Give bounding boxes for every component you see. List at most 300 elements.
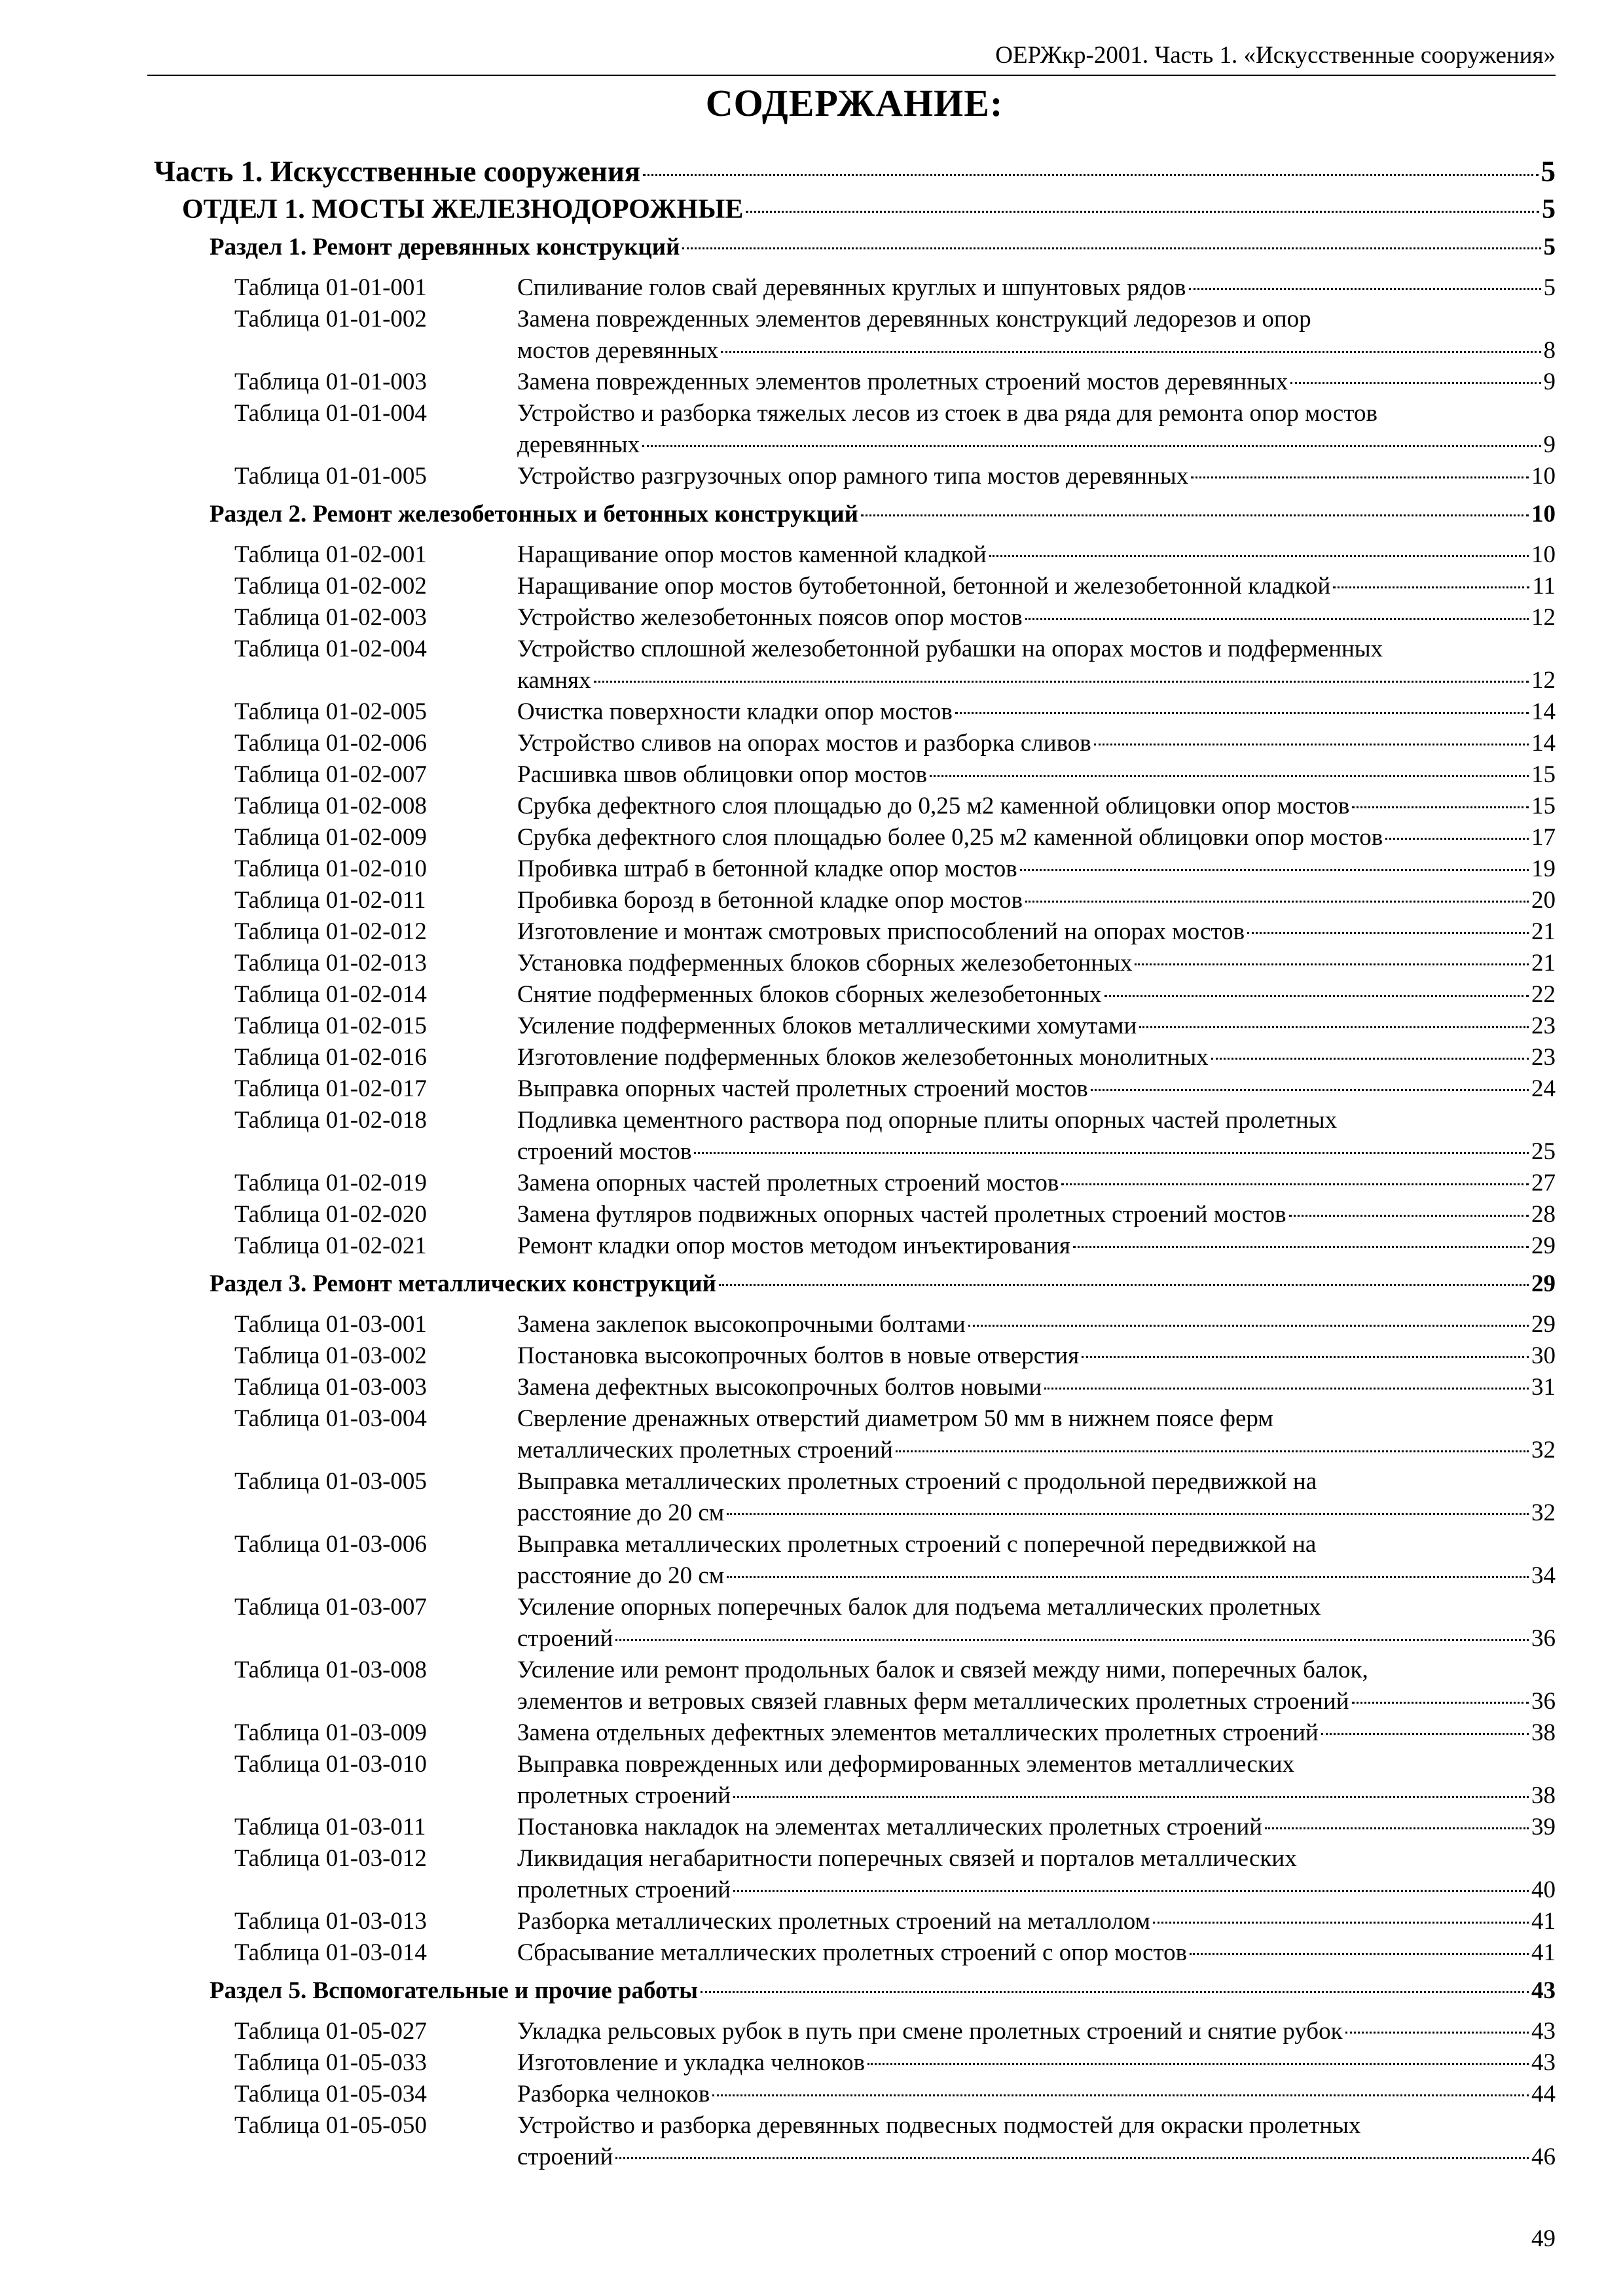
toc-table-title bbox=[517, 1749, 1556, 1812]
toc-table-page: 9 bbox=[1543, 431, 1556, 458]
toc-table-title bbox=[517, 367, 1556, 398]
toc-table-title-text: Укладка рельсовых рубок в путь при смене пролетных строений и снятие рубок bbox=[517, 2018, 1343, 2045]
toc-table-entry[interactable] bbox=[0, 1011, 1556, 1042]
toc-table-code: Таблица 01-03-007 bbox=[234, 1594, 427, 1621]
toc-table-code: Таблица 01-02-018 bbox=[234, 1107, 427, 1134]
dot-leader bbox=[1020, 869, 1529, 871]
toc-section-entry[interactable] bbox=[210, 500, 1556, 539]
dot-leader bbox=[1191, 476, 1529, 478]
toc-table-title-line: Устройство и разборка деревянных подвесных подмостей для окраски пролетных bbox=[517, 2112, 1361, 2139]
toc-section-entry[interactable] bbox=[210, 233, 1556, 272]
toc-table-entry[interactable] bbox=[0, 1105, 1556, 1168]
toc-table-entry[interactable] bbox=[0, 696, 1556, 728]
toc-table-code: Таблица 01-02-010 bbox=[234, 855, 427, 882]
toc-table-page: 32 bbox=[1531, 1437, 1556, 1463]
dot-leader bbox=[896, 1450, 1529, 1452]
toc-table-title-text: Изготовление и монтаж смотровых приспособлений на опорах мостов bbox=[517, 918, 1245, 945]
toc-table-title-text: камнях bbox=[517, 667, 591, 694]
dot-leader bbox=[682, 247, 1541, 249]
toc-table-code: Таблица 01-01-005 bbox=[234, 463, 427, 490]
toc-table-page: 15 bbox=[1531, 761, 1556, 788]
toc-table-entry[interactable] bbox=[0, 1906, 1556, 1937]
toc-table-title-text: Замена опорных частей пролетных строений мостов bbox=[517, 1170, 1059, 1196]
toc-table-title-last-line bbox=[517, 1560, 1556, 1592]
toc-table-code: Таблица 01-02-020 bbox=[234, 1201, 427, 1228]
toc-section-page: 43 bbox=[1531, 1977, 1556, 2004]
toc-table-title-line: Устройство сплошной железобетонной рубашки на опорах мостов и подферменных bbox=[517, 636, 1383, 662]
toc-table-title-text: расстояние до 20 см bbox=[517, 1499, 725, 1526]
toc-table-title-last-line bbox=[517, 1136, 1556, 1168]
toc-table-title bbox=[517, 728, 1556, 759]
toc-table-title-line: Ликвидация негабаритности поперечных связей и порталов металлических bbox=[517, 1845, 1297, 1872]
toc-table-entry[interactable] bbox=[0, 1403, 1556, 1466]
toc-table-entry[interactable] bbox=[0, 539, 1556, 571]
toc-table-title-last-line bbox=[517, 571, 1556, 602]
toc-table-page: 10 bbox=[1531, 463, 1556, 490]
page-number: 49 bbox=[1531, 2225, 1556, 2252]
toc-table-page: 29 bbox=[1531, 1232, 1556, 1259]
dot-leader bbox=[594, 681, 1529, 683]
toc-table-entry[interactable] bbox=[0, 602, 1556, 634]
toc-table-entry[interactable] bbox=[0, 1592, 1556, 1655]
toc-table-title-last-line bbox=[517, 822, 1556, 853]
toc-table-title-text: Срубка дефектного слоя площадью более 0,25 м2 каменной облицовки опор мостов bbox=[517, 824, 1383, 851]
toc-table-title-last-line bbox=[517, 335, 1556, 367]
toc-table-title-text: расстояние до 20 см bbox=[517, 1562, 725, 1589]
dot-leader bbox=[867, 2063, 1529, 2065]
toc-table-title-text: Устройство железобетонных поясов опор мостов bbox=[517, 604, 1023, 631]
dot-leader bbox=[1190, 1953, 1529, 1955]
toc-table-code: Таблица 01-02-019 bbox=[234, 1170, 427, 1196]
toc-table-code: Таблица 01-01-001 bbox=[234, 274, 427, 301]
toc-table-title bbox=[517, 1309, 1556, 1340]
toc-table-page: 22 bbox=[1531, 981, 1556, 1008]
toc-table-title-last-line bbox=[517, 948, 1556, 979]
toc-table-title-text: пролетных строений bbox=[517, 1876, 731, 1903]
dot-leader bbox=[1061, 1183, 1529, 1185]
toc-table-page: 38 bbox=[1531, 1782, 1556, 1809]
toc-table-title bbox=[517, 1403, 1556, 1466]
toc-table-title-text: Наращивание опор мостов каменной кладкой bbox=[517, 541, 987, 568]
toc-table-title-last-line bbox=[517, 885, 1556, 916]
toc-table-title bbox=[517, 1466, 1556, 1529]
toc-table-code: Таблица 01-01-002 bbox=[234, 306, 427, 332]
toc-table-title-last-line bbox=[517, 979, 1556, 1011]
dot-leader bbox=[1321, 1733, 1529, 1735]
toc-section-label: Раздел 2. Ремонт железобетонных и бетонных конструкций bbox=[210, 501, 858, 528]
toc-table-page: 36 bbox=[1531, 1688, 1556, 1715]
dot-leader bbox=[701, 1991, 1529, 1993]
toc-table-code: Таблица 01-03-006 bbox=[234, 1531, 427, 1558]
toc-table-entry[interactable] bbox=[0, 1073, 1556, 1105]
toc-department-label: ОТДЕЛ 1. МОСТЫ ЖЕЛЕЗНОДОРОЖНЫЕ bbox=[182, 194, 744, 224]
dot-leader bbox=[727, 1513, 1529, 1515]
running-header: ОЕРЖкр-2001. Часть 1. «Искусственные сооружения» bbox=[147, 41, 1556, 76]
toc-table-page: 28 bbox=[1531, 1201, 1556, 1228]
toc-table-title-line: Выправка металлических пролетных строений с продольной передвижкой на bbox=[517, 1468, 1317, 1495]
toc-table-page: 5 bbox=[1543, 274, 1556, 301]
toc-table-page: 38 bbox=[1531, 1719, 1556, 1746]
toc-table-code: Таблица 01-02-004 bbox=[234, 636, 427, 662]
toc-table-title-last-line bbox=[517, 539, 1556, 571]
toc-table-entry[interactable] bbox=[0, 2016, 1556, 2047]
toc-table-title-text: элементов и ветровых связей главных ферм металлических пролетных строений bbox=[517, 1688, 1349, 1715]
toc-table-title-text: мостов деревянных bbox=[517, 337, 719, 364]
toc-table-title-last-line bbox=[517, 461, 1556, 492]
toc-table-title bbox=[517, 602, 1556, 634]
toc-table-title-last-line bbox=[517, 602, 1556, 634]
dot-leader bbox=[1044, 1388, 1529, 1390]
toc-table-entry[interactable] bbox=[0, 791, 1556, 822]
toc-section-label: Раздел 5. Вспомогательные и прочие работы bbox=[210, 1977, 699, 2004]
toc-table-code: Таблица 01-01-004 bbox=[234, 400, 427, 427]
toc-table-code: Таблица 01-02-012 bbox=[234, 918, 427, 945]
toc-table-title-last-line bbox=[517, 1011, 1556, 1042]
toc-table-title-text: строений мостов bbox=[517, 1138, 692, 1165]
toc-table-title-text: Установка подферменных блоков сборных железобетонных bbox=[517, 950, 1133, 977]
dot-leader bbox=[955, 712, 1529, 714]
toc-table-code: Таблица 01-02-003 bbox=[234, 604, 427, 631]
dot-leader bbox=[930, 775, 1529, 777]
toc-table-code: Таблица 01-03-010 bbox=[234, 1751, 427, 1778]
toc-table-title-text: Выправка опорных частей пролетных строений мостов bbox=[517, 1075, 1088, 1102]
toc-table-page: 39 bbox=[1531, 1814, 1556, 1840]
toc-table-code: Таблица 01-02-009 bbox=[234, 824, 427, 851]
toc-table-title-last-line bbox=[517, 1435, 1556, 1466]
table-of-contents bbox=[0, 154, 1623, 2181]
toc-table-title-last-line bbox=[517, 791, 1556, 822]
toc-table-title-last-line bbox=[517, 853, 1556, 885]
toc-section-entry[interactable] bbox=[210, 1977, 1556, 2016]
toc-table-title-last-line bbox=[517, 1042, 1556, 1073]
toc-table-entry[interactable] bbox=[0, 2079, 1556, 2110]
dot-leader bbox=[1345, 2032, 1529, 2034]
toc-table-entry[interactable] bbox=[0, 1042, 1556, 1073]
toc-table-entry[interactable] bbox=[0, 1230, 1556, 1262]
toc-table-title-last-line bbox=[517, 1073, 1556, 1105]
toc-table-title bbox=[517, 1717, 1556, 1749]
toc-table-code: Таблица 01-02-017 bbox=[234, 1075, 427, 1102]
dot-leader bbox=[615, 1639, 1529, 1641]
toc-table-entry[interactable] bbox=[0, 1717, 1556, 1749]
dot-leader bbox=[1025, 618, 1529, 620]
toc-table-title-line: Усиление опорных поперечных балок для подъема металлических пролетных bbox=[517, 1594, 1321, 1621]
toc-table-page: 43 bbox=[1531, 2018, 1556, 2045]
toc-table-entry[interactable] bbox=[0, 1937, 1556, 1969]
toc-table-page: 40 bbox=[1531, 1876, 1556, 1903]
toc-table-code: Таблица 01-05-050 bbox=[234, 2112, 427, 2139]
toc-table-title bbox=[517, 853, 1556, 885]
toc-table-entry[interactable] bbox=[0, 979, 1556, 1011]
dot-leader bbox=[1385, 838, 1529, 840]
toc-table-title bbox=[517, 2047, 1556, 2079]
toc-table-page: 10 bbox=[1531, 541, 1556, 568]
toc-table-code: Таблица 01-03-009 bbox=[234, 1719, 427, 1746]
toc-table-title-last-line bbox=[517, 1372, 1556, 1403]
toc-table-title-text: Постановка накладок на элементах металлических пролетных строений bbox=[517, 1814, 1263, 1840]
toc-table-code: Таблица 01-03-014 bbox=[234, 1939, 427, 1966]
toc-table-title bbox=[517, 461, 1556, 492]
toc-section-label: Раздел 1. Ремонт деревянных конструкций bbox=[210, 234, 680, 260]
toc-table-title-text: строений bbox=[517, 1625, 613, 1652]
toc-table-title-text: металлических пролетных строений bbox=[517, 1437, 893, 1463]
dot-leader bbox=[1265, 1827, 1529, 1829]
toc-table-title-text: Устройство сливов на опорах мостов и разборка сливов bbox=[517, 730, 1091, 757]
toc-table-title-last-line bbox=[517, 728, 1556, 759]
toc-table-code: Таблица 01-02-007 bbox=[234, 761, 427, 788]
toc-table-title-last-line bbox=[517, 1230, 1556, 1262]
toc-table-title-text: деревянных bbox=[517, 431, 640, 458]
toc-table-entry[interactable] bbox=[0, 885, 1556, 916]
toc-table-entry[interactable] bbox=[0, 759, 1556, 791]
toc-table-title bbox=[517, 916, 1556, 948]
toc-part-entry[interactable] bbox=[154, 154, 1556, 194]
toc-table-code: Таблица 01-02-006 bbox=[234, 730, 427, 757]
toc-table-entry[interactable] bbox=[0, 1655, 1556, 1717]
dot-leader bbox=[1290, 382, 1541, 384]
toc-table-code: Таблица 01-02-001 bbox=[234, 541, 427, 568]
toc-table-entry[interactable] bbox=[0, 1168, 1556, 1199]
dot-leader bbox=[1333, 586, 1529, 588]
toc-table-code: Таблица 01-05-027 bbox=[234, 2018, 427, 2045]
toc-table-page: 29 bbox=[1531, 1311, 1556, 1338]
toc-table-page: 31 bbox=[1531, 1374, 1556, 1401]
toc-table-title bbox=[517, 791, 1556, 822]
toc-table-entry[interactable] bbox=[0, 304, 1556, 367]
toc-table-page: 44 bbox=[1531, 2081, 1556, 2108]
toc-table-entry[interactable] bbox=[0, 1199, 1556, 1230]
toc-table-page: 25 bbox=[1531, 1138, 1556, 1165]
toc-table-title-last-line bbox=[517, 2142, 1556, 2173]
toc-table-page: 21 bbox=[1531, 918, 1556, 945]
toc-table-code: Таблица 01-03-005 bbox=[234, 1468, 427, 1495]
dot-leader bbox=[643, 174, 1538, 176]
toc-table-page: 27 bbox=[1531, 1170, 1556, 1196]
toc-table-title-text: Замена отдельных дефектных элементов металлических пролетных строений bbox=[517, 1719, 1319, 1746]
toc-table-title-last-line bbox=[517, 916, 1556, 948]
toc-table-title-text: Ремонт кладки опор мостов методом инъектирования bbox=[517, 1232, 1070, 1259]
dot-leader bbox=[1247, 932, 1529, 934]
toc-table-title bbox=[517, 634, 1556, 696]
toc-table-title bbox=[517, 2110, 1556, 2173]
toc-table-title-last-line bbox=[517, 696, 1556, 728]
toc-table-title bbox=[517, 1230, 1556, 1262]
toc-table-title-last-line bbox=[517, 1168, 1556, 1199]
toc-table-code: Таблица 01-02-002 bbox=[234, 573, 427, 600]
toc-table-title-text: Снятие подферменных блоков сборных железобетонных bbox=[517, 981, 1102, 1008]
section-spacer bbox=[0, 2173, 1623, 2181]
toc-table-entry[interactable] bbox=[0, 634, 1556, 696]
toc-table-title-text: Разборка челноков bbox=[517, 2081, 710, 2108]
toc-table-code: Таблица 01-02-015 bbox=[234, 1013, 427, 1039]
dot-leader bbox=[1135, 963, 1529, 965]
dot-leader bbox=[1352, 1702, 1529, 1704]
toc-table-page: 20 bbox=[1531, 887, 1556, 914]
section-spacer bbox=[0, 1262, 1623, 1270]
toc-table-title-text: Замена заклепок высокопрочными болтами bbox=[517, 1311, 966, 1338]
toc-table-title-text: Изготовление и укладка челноков bbox=[517, 2049, 866, 2076]
toc-table-code: Таблица 01-02-016 bbox=[234, 1044, 427, 1071]
toc-table-page: 43 bbox=[1531, 2049, 1556, 2076]
dot-leader bbox=[733, 1796, 1529, 1798]
toc-table-page: 41 bbox=[1531, 1939, 1556, 1966]
toc-table-page: 11 bbox=[1532, 573, 1556, 600]
toc-table-title-text: Устройство разгрузочных опор рамного типа мостов деревянных bbox=[517, 463, 1189, 490]
toc-table-title bbox=[517, 696, 1556, 728]
toc-table-title-text: Разборка металлических пролетных строений на металлолом bbox=[517, 1908, 1151, 1935]
toc-table-title-text: Замена дефектных высокопрочных болтов новыми bbox=[517, 1374, 1042, 1401]
toc-table-page: 34 bbox=[1531, 1562, 1556, 1589]
toc-table-entry[interactable] bbox=[0, 1529, 1556, 1592]
toc-section-page: 10 bbox=[1531, 501, 1556, 528]
dot-leader bbox=[1189, 288, 1541, 290]
toc-table-title-text: Срубка дефектного слоя площадью до 0,25 м2 каменной облицовки опор мостов bbox=[517, 793, 1350, 819]
toc-section-page: 29 bbox=[1531, 1270, 1556, 1297]
toc-section-label: Раздел 3. Ремонт металлических конструкций bbox=[210, 1270, 716, 1297]
dot-leader bbox=[989, 555, 1529, 557]
toc-table-entry[interactable] bbox=[0, 822, 1556, 853]
toc-table-title-last-line bbox=[517, 2079, 1556, 2110]
toc-table-page: 15 bbox=[1531, 793, 1556, 819]
toc-table-entry[interactable] bbox=[0, 571, 1556, 602]
toc-table-title-line: Замена поврежденных элементов деревянных конструкций ледорезов и опор bbox=[517, 306, 1311, 332]
toc-table-title bbox=[517, 1168, 1556, 1199]
toc-table-title bbox=[517, 1073, 1556, 1105]
toc-table-title-last-line bbox=[517, 665, 1556, 696]
toc-table-code: Таблица 01-03-002 bbox=[234, 1342, 427, 1369]
dot-leader bbox=[727, 1576, 1529, 1578]
toc-table-title-last-line bbox=[517, 1340, 1556, 1372]
toc-section-page: 5 bbox=[1543, 234, 1556, 260]
dot-leader bbox=[1091, 1089, 1529, 1091]
toc-table-page: 14 bbox=[1531, 730, 1556, 757]
toc-table-title bbox=[517, 885, 1556, 916]
toc-table-title bbox=[517, 2079, 1556, 2110]
toc-table-code: Таблица 01-02-005 bbox=[234, 698, 427, 725]
dot-leader bbox=[642, 445, 1541, 447]
toc-table-title-text: Пробивка борозд в бетонной кладке опор мостов bbox=[517, 887, 1023, 914]
dot-leader bbox=[746, 211, 1539, 213]
toc-table-title-text: Постановка высокопрочных болтов в новые отверстия bbox=[517, 1342, 1080, 1369]
toc-table-entry[interactable] bbox=[0, 2110, 1556, 2173]
dot-leader bbox=[861, 514, 1529, 516]
toc-table-title bbox=[517, 304, 1556, 367]
toc-table-entry[interactable] bbox=[0, 1309, 1556, 1340]
toc-table-title bbox=[517, 1042, 1556, 1073]
dot-leader bbox=[1104, 995, 1529, 997]
toc-table-entry[interactable] bbox=[0, 1749, 1556, 1812]
dot-leader bbox=[1082, 1356, 1529, 1358]
toc-table-title bbox=[517, 571, 1556, 602]
toc-table-code: Таблица 01-02-021 bbox=[234, 1232, 427, 1259]
toc-table-page: 46 bbox=[1531, 2144, 1556, 2170]
toc-table-title-last-line bbox=[517, 429, 1556, 461]
toc-table-title-text: пролетных строений bbox=[517, 1782, 731, 1809]
toc-table-entry[interactable] bbox=[0, 1340, 1556, 1372]
toc-table-title-last-line bbox=[517, 2047, 1556, 2079]
dot-leader bbox=[1211, 1058, 1529, 1060]
toc-table-title bbox=[517, 1655, 1556, 1717]
toc-table-title-last-line bbox=[517, 272, 1556, 304]
section-spacer bbox=[0, 492, 1623, 500]
toc-table-title-last-line bbox=[517, 1498, 1556, 1529]
toc-table-entry[interactable] bbox=[0, 1372, 1556, 1403]
toc-table-page: 24 bbox=[1531, 1075, 1556, 1102]
toc-table-page: 12 bbox=[1531, 667, 1556, 694]
toc-table-title-last-line bbox=[517, 759, 1556, 791]
toc-table-entry[interactable] bbox=[0, 1812, 1556, 1843]
dot-leader bbox=[1073, 1246, 1529, 1248]
toc-table-code: Таблица 01-03-004 bbox=[234, 1405, 427, 1432]
toc-table-page: 8 bbox=[1543, 337, 1556, 364]
toc-sections bbox=[0, 233, 1623, 2181]
toc-table-entry[interactable] bbox=[0, 916, 1556, 948]
toc-department-page: 5 bbox=[1542, 194, 1556, 224]
toc-table-page: 21 bbox=[1531, 950, 1556, 977]
toc-table-entry[interactable] bbox=[0, 1466, 1556, 1529]
toc-table-entry[interactable] bbox=[0, 461, 1556, 492]
dot-leader bbox=[1289, 1215, 1529, 1217]
toc-table-page: 23 bbox=[1531, 1013, 1556, 1039]
toc-table-title-last-line bbox=[517, 1812, 1556, 1843]
dot-leader bbox=[1094, 744, 1529, 745]
toc-table-title-line: Выправка поврежденных или деформированных элементов металлических bbox=[517, 1751, 1295, 1778]
dot-leader bbox=[733, 1890, 1529, 1892]
toc-table-title bbox=[517, 1105, 1556, 1168]
toc-table-entry[interactable] bbox=[0, 853, 1556, 885]
toc-table-title-text: Изготовление подферменных блоков железобетонных монолитных bbox=[517, 1044, 1209, 1071]
toc-table-entry[interactable] bbox=[0, 728, 1556, 759]
section-spacer bbox=[0, 1969, 1623, 1977]
toc-table-entry[interactable] bbox=[0, 1843, 1556, 1906]
toc-table-entry[interactable] bbox=[0, 948, 1556, 979]
toc-table-entry[interactable] bbox=[0, 398, 1556, 461]
toc-table-title-text: Наращивание опор мостов бутобетонной, бетонной и железобетонной кладкой bbox=[517, 573, 1331, 600]
toc-table-title-text: строений bbox=[517, 2144, 613, 2170]
toc-table-entry[interactable] bbox=[0, 367, 1556, 398]
toc-part-label: Часть 1. Искусственные сооружения bbox=[154, 155, 641, 188]
toc-department-entry[interactable] bbox=[182, 194, 1556, 233]
toc-table-code: Таблица 01-03-011 bbox=[234, 1814, 426, 1840]
toc-table-title bbox=[517, 272, 1556, 304]
toc-table-title-line: Усиление или ремонт продольных балок и связей между ними, поперечных балок, bbox=[517, 1657, 1368, 1683]
toc-table-code: Таблица 01-02-014 bbox=[234, 981, 427, 1008]
toc-section-entry[interactable] bbox=[210, 1270, 1556, 1309]
toc-table-title-text: Очистка поверхности кладки опор мостов bbox=[517, 698, 953, 725]
toc-table-page: 14 bbox=[1531, 698, 1556, 725]
dot-leader bbox=[1025, 901, 1529, 903]
toc-table-title bbox=[517, 759, 1556, 791]
toc-table-code: Таблица 01-05-034 bbox=[234, 2081, 427, 2108]
toc-table-code: Таблица 01-02-008 bbox=[234, 793, 427, 819]
toc-table-title-line: Устройство и разборка тяжелых лесов из стоек в два ряда для ремонта опор мостов bbox=[517, 400, 1377, 427]
toc-table-page: 36 bbox=[1531, 1625, 1556, 1652]
toc-table-entry[interactable] bbox=[0, 2047, 1556, 2079]
page-title: СОДЕРЖАНИЕ: bbox=[705, 82, 1004, 124]
toc-table-code: Таблица 01-03-008 bbox=[234, 1657, 427, 1683]
toc-table-page: 30 bbox=[1531, 1342, 1556, 1369]
toc-table-title-text: Пробивка штраб в бетонной кладке опор мостов bbox=[517, 855, 1017, 882]
toc-table-title bbox=[517, 822, 1556, 853]
toc-table-title-last-line bbox=[517, 367, 1556, 398]
toc-table-page: 12 bbox=[1531, 604, 1556, 631]
toc-table-title-last-line bbox=[517, 1199, 1556, 1230]
dot-leader bbox=[1153, 1922, 1529, 1924]
toc-table-entry[interactable] bbox=[0, 272, 1556, 304]
toc-table-code: Таблица 01-02-011 bbox=[234, 887, 426, 914]
toc-table-page: 23 bbox=[1531, 1044, 1556, 1071]
toc-table-title-text: Расшивка швов облицовки опор мостов bbox=[517, 761, 928, 788]
